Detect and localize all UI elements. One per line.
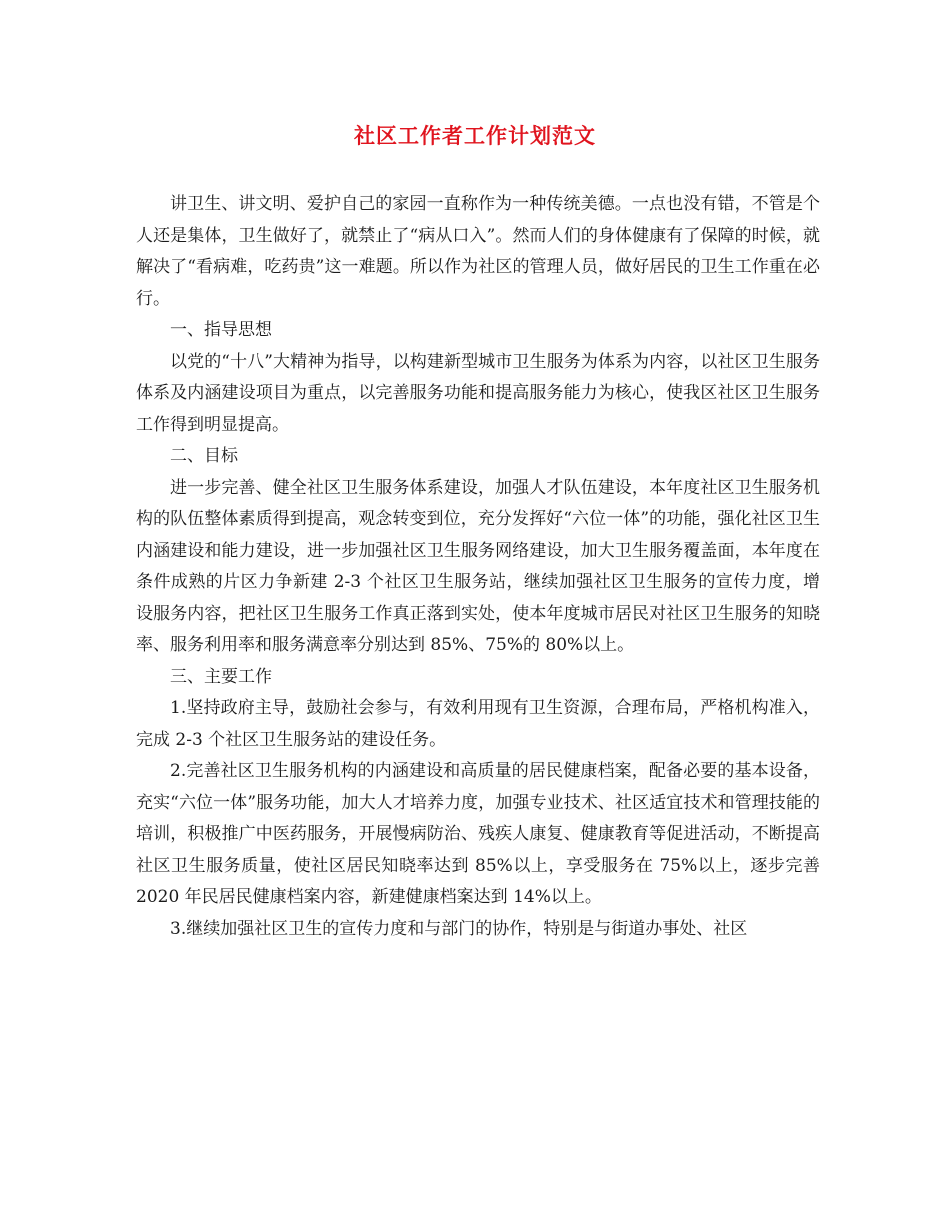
intro-paragraph: 讲卫生、讲文明、爱护自己的家园一直称作为一种传统美德。一点也没有错，不管是个人还是集体，卫生做好了，就禁止了“病从口入”。然而人们的身体健康有了保障的时候，就解决了“看病难，吃药贵”这一难题。所以作为社区的管理人员，做好居民的卫生工作重在必行。 xyxy=(136,194,820,309)
main-work-item-2: 2.完善社区卫生服务机构的内涵建设和高质量的居民健康档案，配备必要的基本设备，充实“六位一体”服务功能，加大人才培养力度，加强专业技术、社区适宜技术和管理技能的培训，积极推广中医药服务，开展慢病防治、残疾人康复、健康教育等促进活动，不断提高社区卫生服务质量，使社区居民知晓率达到 85%以上，享受服务在 75%以上，逐步完善 2020 年民居民健康档案内容，新建健康档案达到 14%以上。 xyxy=(136,761,820,907)
section-heading-guiding-ideology: 一、指导思想 xyxy=(170,320,272,340)
goals-paragraph: 进一步完善、健全社区卫生服务体系建设，加强人才队伍建设，本年度社区卫生服务机构的队伍整体素质得到提高，观念转变到位，充分发挥好“六位一体”的功能，强化社区卫生内涵建设和能力建设，进一步加强社区卫生服务网络建设，加大卫生服务覆盖面，本年度在条件成熟的片区力争新建 2-3 个社区卫生服务站，继续加强社区卫生服务的宣传力度，增设服务内容，把社区卫生服务工作真正落到实处，使本年度城市居民对社区卫生服务的知晓率、服务利用率和服务满意率分别达到 85%、75%的 80%以上。 xyxy=(136,477,820,655)
document-body xyxy=(136,189,820,945)
document-title: 社区工作者工作计划范文 xyxy=(354,123,596,148)
guiding-ideology-paragraph: 以党的“十八”大精神为指导，以构建新型城市卫生服务为体系为内容，以社区卫生服务体系及内涵建设项目为重点，以完善服务功能和提高服务能力为核心，使我区社区卫生服务工作得到明显提高。 xyxy=(136,351,820,435)
main-work-item-1: 1.坚持政府主导，鼓励社会参与，有效利用现有卫生资源，合理布局，严格机构准入，完成 2-3 个社区卫生服务站的建设任务。 xyxy=(136,698,820,750)
section-heading-goals: 二、目标 xyxy=(170,446,238,466)
section-heading-main-work: 三、主要工作 xyxy=(170,666,272,687)
main-work-item-3: 3.继续加强社区卫生的宣传力度和与部门的协作，特别是与街道办事处、社区 xyxy=(170,918,748,939)
